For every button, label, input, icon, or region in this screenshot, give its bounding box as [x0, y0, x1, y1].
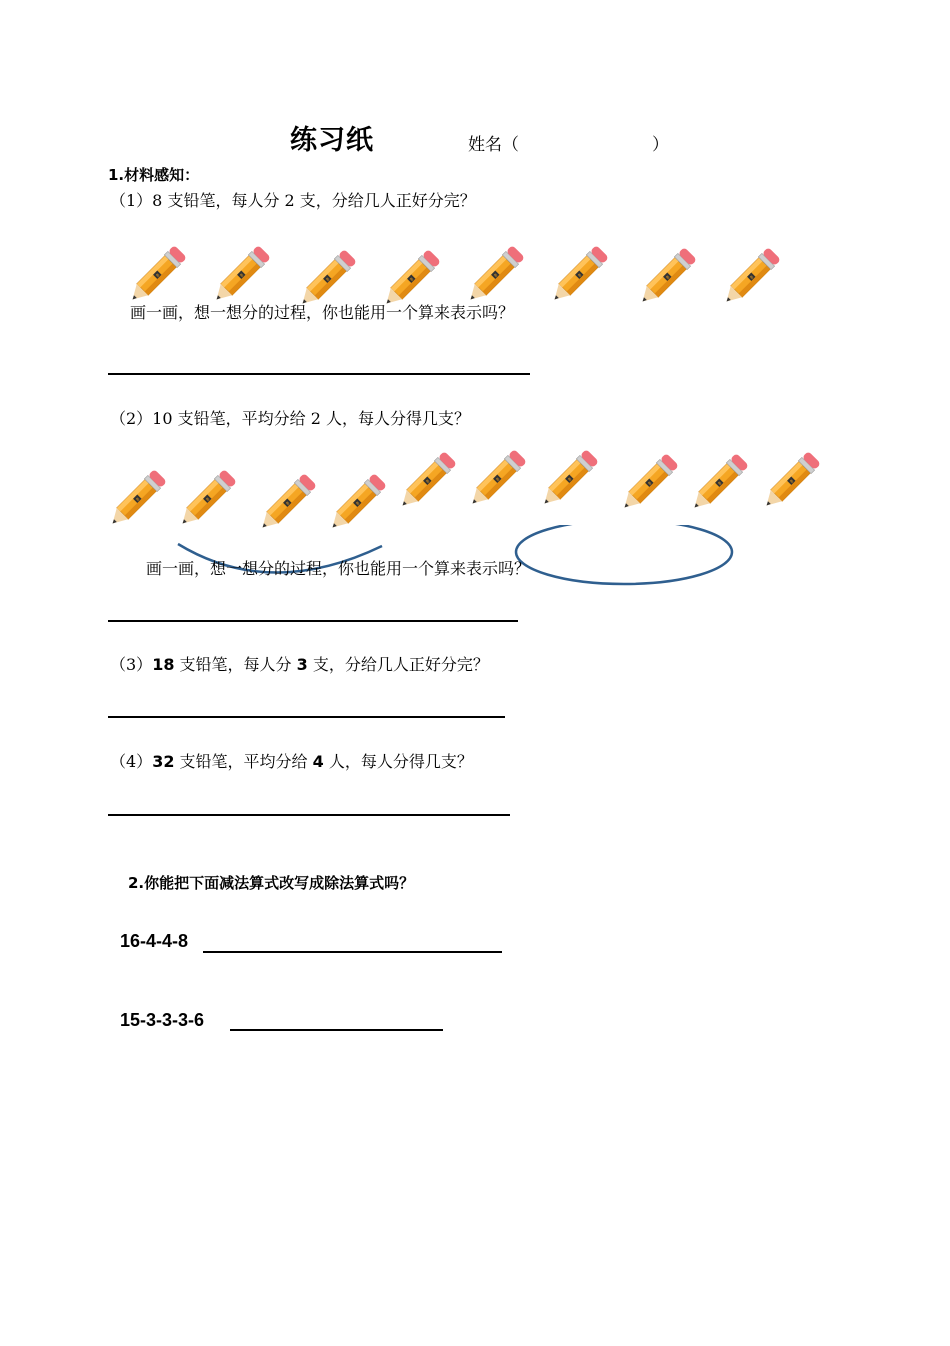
- question-2-prompt: 画一画，想一想分的过程，你也能用一个算来表示吗？: [146, 559, 531, 578]
- row2-pencil-icon-2: [172, 462, 244, 534]
- question-1-prompt: 画一画，想一想分的过程，你也能用一个算来表示吗？: [130, 303, 515, 322]
- row2-pencil-icon-1: [102, 462, 174, 534]
- expression-2: 15-3-3-3-6: [120, 1010, 205, 1030]
- svg-text:B: B: [576, 272, 583, 278]
- name-label: 姓名（: [468, 135, 519, 155]
- svg-text:B: B: [494, 476, 501, 482]
- svg-text:B: B: [664, 274, 671, 280]
- svg-text:B: B: [204, 496, 211, 502]
- svg-text:B: B: [354, 500, 361, 506]
- section1-heading: 1.材料感知：: [108, 166, 200, 184]
- svg-text:B: B: [408, 276, 415, 282]
- row2-pencil-icon-9: [684, 446, 756, 518]
- page-title: 练习纸: [290, 125, 374, 156]
- question-4: （4）32 支铅笔，平均分给 4 人，每人分得几支？: [110, 752, 473, 771]
- row2-pencil-icon-5: [392, 444, 464, 516]
- svg-text:B: B: [492, 272, 499, 278]
- svg-text:B: B: [424, 478, 431, 484]
- question-2: （2）10 支铅笔，平均分给 2 人，每人分得几支？: [110, 409, 470, 428]
- svg-text:B: B: [788, 478, 795, 484]
- row2-pencil-icon-3: [252, 466, 324, 538]
- svg-text:B: B: [284, 500, 291, 506]
- svg-text:B: B: [238, 272, 245, 278]
- svg-text:B: B: [748, 274, 755, 280]
- row2-pencil-icon-7: [534, 442, 606, 514]
- expression-2-answer-line[interactable]: [230, 1029, 443, 1031]
- expression-1: 16-4-4-8: [120, 931, 189, 951]
- grouping-ellipse-right: [516, 520, 732, 584]
- svg-text:B: B: [154, 272, 161, 278]
- svg-text:B: B: [646, 480, 653, 486]
- svg-text:B: B: [716, 480, 723, 486]
- svg-text:B: B: [566, 476, 573, 482]
- question-3: （3）18 支铅笔，每人分 3 支，分给几人正好分完？: [110, 655, 489, 674]
- section2-heading: 2.你能把下面减法算式改写成除法算式吗？: [128, 874, 415, 892]
- name-close-paren: ）: [652, 135, 669, 155]
- answer-line-4[interactable]: [108, 814, 510, 816]
- question-1: （1）8 支铅笔，每人分 2 支，分给几人正好分完？: [110, 191, 476, 210]
- row2-pencil-icon-10: [756, 444, 828, 516]
- svg-text:B: B: [134, 496, 141, 502]
- row2-pencil-icon-4: [322, 466, 394, 538]
- row2-pencil-icon-6: [462, 442, 534, 514]
- expression-1-answer-line[interactable]: [203, 951, 502, 953]
- answer-line-3[interactable]: [108, 716, 505, 718]
- answer-line-2[interactable]: [108, 620, 518, 622]
- row2-pencil-icon-8: [614, 446, 686, 518]
- svg-text:B: B: [324, 276, 331, 282]
